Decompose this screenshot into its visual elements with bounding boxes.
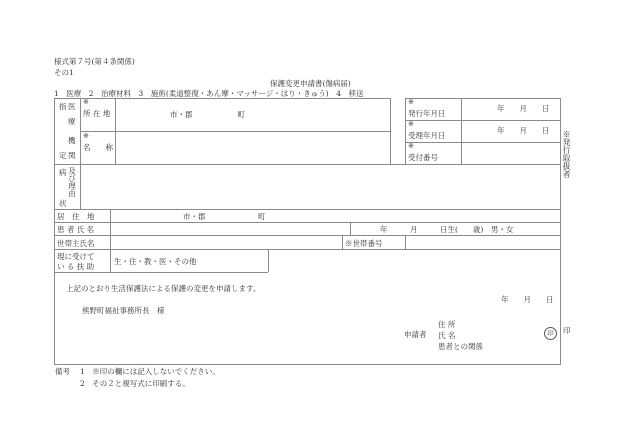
institution-name-field[interactable] (118, 134, 388, 162)
residence-field[interactable]: 市・郡 町 (183, 212, 266, 221)
seal-circle-icon: 印 (544, 327, 557, 340)
patient-name-field[interactable] (113, 224, 347, 234)
issue-date-label: 発行年月日 (408, 109, 446, 118)
office-use-mark: ※ (83, 98, 89, 106)
label-char: 医 (68, 102, 76, 111)
applicant-name-label: 氏 名 (438, 331, 456, 340)
label-char: 機 (68, 136, 76, 145)
residence-label: 居 住 地 (57, 212, 95, 221)
office-use-mark: ※ (408, 142, 414, 150)
disease-label-char: 病 (59, 168, 67, 177)
form-title: 保護変更申請書(傷病届) (270, 79, 351, 88)
relation-to-patient-label: 患者との関係 (438, 342, 483, 351)
household-number-field[interactable] (408, 238, 558, 248)
label-char: 関 (68, 151, 76, 160)
institution-name-label: 名 称 (83, 143, 113, 152)
disease-reason-label: 及び理由 (67, 167, 77, 197)
birthdate-sex-field[interactable]: 年 月 日生( 歳) 男・女 (380, 225, 514, 234)
label-char: 指 (59, 102, 67, 111)
institution-location-label: 所 在 地 (83, 109, 111, 118)
current-aid-label: 現に受けて (57, 252, 95, 261)
note-2: 2 その２と複写式に印刷する。 (80, 379, 190, 388)
label-char: 療 (68, 117, 76, 126)
applicant-label: 申請者 (404, 330, 427, 339)
receipt-number-field[interactable] (464, 145, 558, 162)
label-char: 定 (59, 151, 67, 160)
office-use-mark: ※ (83, 132, 89, 140)
issue-date-field[interactable]: 年 月 日 (497, 104, 550, 113)
disease-reason-field[interactable] (83, 167, 557, 207)
addressee: 熊野町福祉事務所長 様 (82, 306, 165, 315)
patient-name-label: 患 者 氏 名 (57, 225, 95, 234)
notes-label: 備考 (55, 367, 70, 376)
declaration-text: 上記のとおり生活保護法による保護の変更を申請します。 (66, 284, 261, 293)
receipt-number-label: 受付番号 (408, 153, 438, 162)
category-list: 1 医療 2 治療材料 3 施術(柔道整復・あん摩・マッサージ・はり・きゅう) 4 移送 (54, 89, 364, 98)
current-aid-label-2: い る 扶 助 (57, 262, 95, 271)
form-style-number: 様式第７号(第４条関係) (54, 57, 135, 66)
householder-name-label: 世帯主氏名 (57, 239, 95, 248)
institution-location-field[interactable]: 市・郡 町 (170, 110, 245, 119)
issuing-officer-label: ※発行取扱者 (562, 130, 571, 178)
disease-label-char: 状 (59, 199, 67, 208)
seal-label: 印 (563, 326, 571, 335)
office-use-mark: ※ (408, 98, 414, 106)
household-number-label: ※世帯番号 (345, 239, 383, 248)
application-date-field[interactable]: 年 月 日 (501, 295, 554, 304)
note-1: 1 ※印の欄には記入しないでください。 (80, 367, 220, 376)
receipt-date-label: 受理年月日 (408, 131, 446, 140)
office-use-mark: ※ (408, 120, 414, 128)
current-aid-options[interactable]: 生・住・教・医・その他 (114, 257, 197, 266)
householder-name-field[interactable] (113, 238, 339, 248)
applicant-address-label: 住 所 (438, 320, 456, 329)
receipt-date-field[interactable]: 年 月 日 (497, 126, 550, 135)
form-sub-number: その1 (54, 68, 74, 77)
